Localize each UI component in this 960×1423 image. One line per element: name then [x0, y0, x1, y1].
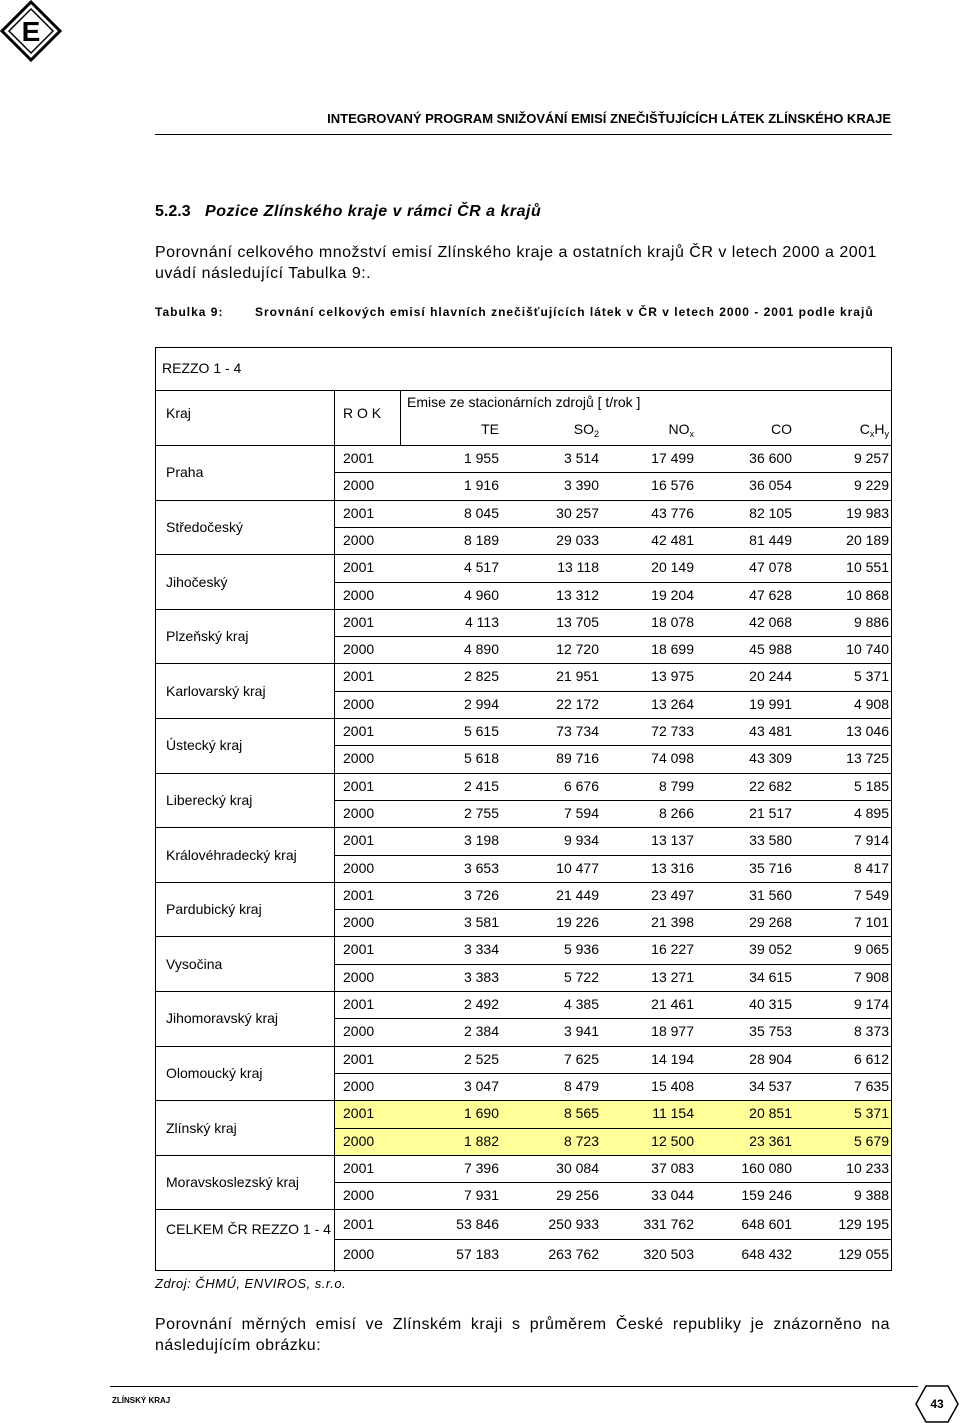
region-rule — [156, 445, 891, 446]
year-rule — [335, 1018, 891, 1019]
region-rule — [156, 500, 891, 501]
value-cell: 18 977 — [651, 1023, 694, 1040]
value-cell: 19 226 — [556, 914, 599, 931]
region-name: Moravskoslezský kraj — [166, 1174, 300, 1191]
year-cell: 2001 — [343, 996, 375, 1012]
value-cell: 3 334 — [463, 941, 499, 958]
value-cell: 35 716 — [749, 859, 792, 876]
value-cell: 13 975 — [651, 668, 694, 685]
value-cell: 29 256 — [556, 1187, 599, 1204]
value-cell: 9 229 — [853, 477, 889, 494]
value-cell: 2 525 — [463, 1050, 499, 1067]
value-cell: 47 628 — [749, 586, 792, 603]
value-cell: 8 799 — [658, 777, 694, 794]
value-cell: 8 723 — [563, 1132, 599, 1149]
year-rule — [335, 964, 891, 965]
region-name: Praha — [166, 464, 204, 481]
value-cell: 16 576 — [651, 477, 694, 494]
footer-rule — [110, 1386, 918, 1387]
year-rule — [335, 527, 891, 528]
value-cell: 29 268 — [749, 914, 792, 931]
region-rule — [156, 554, 891, 555]
value-cell: 21 517 — [749, 804, 792, 821]
value-cell: 39 052 — [749, 941, 792, 958]
value-cell: 3 514 — [563, 450, 599, 466]
year-cell: 2001 — [343, 832, 375, 849]
col-pollutant: $SO_2$ — [573, 421, 599, 439]
col-pollutant: $C_xH_y$ — [859, 421, 889, 439]
region-rule — [156, 773, 891, 774]
outro-paragraph: Porovnání měrných emisí ve Zlínském kraji s průměrem České republiky je znázorněno na následujícím obrázku: — [155, 1316, 890, 1354]
value-cell: 17 499 — [651, 450, 694, 466]
value-cell: 8 373 — [853, 1023, 889, 1040]
value-cell: 45 988 — [749, 641, 792, 658]
col-rok: R O K — [343, 405, 382, 421]
value-cell: 16 227 — [651, 941, 694, 958]
table-rule — [156, 390, 891, 391]
region-name: Karlovarský kraj — [166, 682, 266, 699]
section-number: 5.2.3 — [155, 203, 191, 220]
value-cell: 20 149 — [651, 559, 694, 576]
value-cell: 320 503 — [643, 1246, 694, 1263]
value-cell: 33 044 — [651, 1187, 694, 1204]
value-cell: 159 246 — [741, 1187, 792, 1204]
table-group-label: REZZO 1 - 4 — [162, 360, 242, 376]
year-cell: 2000 — [343, 1023, 375, 1040]
region-name: Liberecký kraj — [166, 791, 253, 808]
value-cell: 37 083 — [651, 1159, 694, 1176]
value-cell: 73 734 — [556, 723, 599, 739]
region-rule — [156, 1155, 891, 1156]
value-cell: 2 415 — [463, 777, 499, 794]
value-cell: 42 481 — [651, 531, 694, 548]
year-cell: 2000 — [343, 859, 375, 876]
year-cell: 2001 — [343, 668, 375, 685]
value-cell: 29 033 — [556, 531, 599, 548]
year-rule — [335, 472, 891, 473]
value-cell: 43 481 — [749, 723, 792, 739]
value-cell: 1 882 — [463, 1132, 499, 1149]
value-cell: 331 762 — [643, 1216, 694, 1233]
value-cell: 21 398 — [651, 914, 694, 931]
value-cell: 81 449 — [749, 531, 792, 548]
value-cell: 19 204 — [651, 586, 694, 603]
year-rule — [335, 1128, 891, 1129]
value-cell: 7 635 — [853, 1077, 889, 1094]
region-rule — [156, 718, 891, 719]
value-cell: 648 432 — [741, 1246, 792, 1263]
year-cell: 2000 — [343, 586, 375, 603]
value-cell: 74 098 — [651, 750, 694, 767]
value-cell: 43 776 — [651, 504, 694, 521]
table-caption — [155, 303, 890, 322]
year-rule — [335, 909, 891, 910]
value-cell: 8 565 — [563, 1105, 599, 1122]
value-cell: 13 264 — [651, 695, 694, 712]
enviros-logo — [0, 0, 62, 62]
value-cell: 19 991 — [749, 695, 792, 712]
value-cell: 250 933 — [548, 1216, 599, 1233]
value-cell: 129 195 — [838, 1216, 889, 1233]
value-cell: 4 908 — [853, 695, 889, 712]
year-cell: 2001 — [343, 1216, 375, 1233]
value-cell: 7 908 — [853, 968, 889, 985]
value-cell: 13 118 — [557, 559, 599, 576]
value-cell: 5 615 — [463, 723, 499, 739]
value-cell: 9 065 — [853, 941, 889, 958]
value-cell: 2 825 — [463, 668, 499, 685]
region-rule — [156, 609, 891, 610]
region-name: Jihočeský — [166, 573, 228, 590]
value-cell: 36 054 — [749, 477, 792, 494]
value-cell: 13 725 — [846, 750, 889, 767]
value-cell: 5 679 — [853, 1132, 889, 1149]
year-cell: 2000 — [343, 968, 375, 985]
value-cell: 8 479 — [563, 1077, 599, 1094]
value-cell: 20 189 — [846, 531, 889, 548]
value-cell: 36 600 — [749, 450, 792, 466]
region-rule — [156, 827, 891, 828]
value-cell: 3 941 — [563, 1023, 599, 1040]
value-cell: 3 726 — [463, 886, 499, 903]
region-name: Středočeský — [166, 518, 244, 535]
value-cell: 43 309 — [749, 750, 792, 767]
region-rule — [156, 936, 891, 937]
value-cell: 2 755 — [463, 804, 499, 821]
value-cell: 12 500 — [651, 1132, 694, 1149]
region-name: Jihomoravský kraj — [166, 1010, 279, 1027]
value-cell: 4 517 — [463, 559, 499, 576]
value-cell: 5 185 — [853, 777, 889, 794]
value-cell: 2 492 — [463, 996, 499, 1012]
value-cell: 1 916 — [463, 477, 499, 494]
value-cell: 9 886 — [853, 613, 889, 630]
header-rule — [155, 134, 892, 135]
value-cell: 9 934 — [563, 832, 599, 849]
value-cell: 8 045 — [463, 504, 499, 521]
year-cell: 2000 — [343, 477, 375, 494]
year-rule — [335, 636, 891, 637]
year-cell: 2001 — [343, 1050, 375, 1067]
page-number: 43 — [930, 1397, 944, 1411]
year-cell: 2001 — [343, 559, 375, 576]
region-name: Pardubický kraj — [166, 901, 262, 918]
value-cell: 5 371 — [853, 1105, 889, 1122]
value-cell: 20 851 — [749, 1105, 792, 1122]
value-cell: 5 722 — [563, 968, 599, 985]
region-name: CELKEM ČR REZZO 1 - 4 — [166, 1221, 331, 1238]
value-cell: 6 676 — [563, 777, 599, 794]
value-cell: 12 720 — [556, 641, 599, 658]
value-cell: 3 047 — [463, 1077, 499, 1094]
value-cell: 9 174 — [853, 996, 889, 1012]
value-cell: 9 388 — [853, 1187, 889, 1204]
value-cell: 648 601 — [741, 1216, 792, 1233]
region-rule — [156, 663, 891, 664]
value-cell: 57 183 — [456, 1246, 499, 1263]
value-cell: 8 417 — [853, 859, 889, 876]
year-cell: 2000 — [343, 804, 375, 821]
value-cell: 7 396 — [463, 1159, 499, 1176]
caption-label: Tabulka 9: — [155, 305, 224, 319]
year-cell: 2001 — [343, 1105, 375, 1122]
value-cell: 31 560 — [749, 886, 792, 903]
year-cell: 2000 — [343, 531, 375, 548]
value-cell: 30 084 — [556, 1159, 599, 1176]
value-cell: 13 705 — [556, 613, 599, 630]
value-cell: 10 477 — [556, 859, 599, 876]
value-cell: 20 244 — [749, 668, 792, 685]
value-cell: 263 762 — [548, 1246, 599, 1263]
value-cell: 4 895 — [853, 804, 889, 821]
value-cell: 2 384 — [463, 1023, 499, 1040]
value-cell: 40 315 — [749, 996, 792, 1012]
value-cell: 10 551 — [846, 559, 889, 576]
value-cell: 33 580 — [749, 832, 792, 849]
value-cell: 89 716 — [556, 750, 599, 767]
year-cell: 2000 — [343, 1077, 375, 1094]
value-cell: 160 080 — [741, 1159, 792, 1176]
value-cell: 15 408 — [651, 1077, 694, 1094]
value-cell: 18 699 — [651, 641, 694, 658]
value-cell: 10 740 — [846, 641, 889, 658]
caption-text: Srovnání celkových emisí hlavních znečišťujících látek v ČR v letech 2000 - 2001 podle krajů — [255, 305, 874, 319]
value-cell: 22 172 — [556, 695, 599, 712]
year-cell: 2000 — [343, 914, 375, 931]
year-cell: 2000 — [343, 1187, 375, 1204]
table-source: Zdroj: ČHMÚ, ENVIROS, s.r.o. — [155, 1276, 347, 1291]
value-cell: 5 371 — [853, 668, 889, 685]
year-cell: 2000 — [343, 1246, 375, 1263]
value-cell: 7 625 — [563, 1050, 599, 1067]
value-cell: 7 914 — [853, 832, 889, 849]
value-cell: 13 271 — [651, 968, 694, 985]
value-cell: 42 068 — [749, 613, 792, 630]
year-cell: 2001 — [343, 886, 375, 903]
value-cell: 1 690 — [463, 1105, 499, 1122]
value-cell: 13 046 — [846, 723, 889, 739]
value-cell: 14 194 — [651, 1050, 694, 1067]
region-name: Zlínský kraj — [166, 1119, 237, 1136]
year-rule — [335, 745, 891, 746]
section-title: Pozice Zlínského kraje v rámci ČR a krajů — [205, 203, 542, 220]
value-cell: 6 612 — [853, 1050, 889, 1067]
value-cell: 34 537 — [749, 1077, 792, 1094]
region-rule — [156, 1046, 891, 1047]
value-cell: 1 955 — [463, 450, 499, 466]
logo-letter: E — [21, 16, 41, 47]
year-rule — [335, 1239, 891, 1240]
value-cell: 7 549 — [853, 886, 889, 903]
emission-title: Emise ze stacionárních zdrojů [ t/rok ] — [407, 394, 641, 410]
region-name: Plzeňský kraj — [166, 628, 249, 645]
value-cell: 34 615 — [749, 968, 792, 985]
year-cell: 2000 — [343, 1132, 375, 1149]
region-name: Ústecký kraj — [166, 737, 243, 754]
value-cell: 4 385 — [563, 996, 599, 1012]
year-cell: 2000 — [343, 695, 375, 712]
value-cell: 7 594 — [563, 804, 599, 821]
value-cell: 4 113 — [465, 613, 499, 630]
year-cell: 2001 — [343, 777, 375, 794]
year-cell: 2001 — [343, 1159, 375, 1176]
col-pollutant: TE — [481, 421, 499, 437]
footer-region: ZLÍNSKÝ KRAJ — [112, 1396, 171, 1405]
region-name: Královéhradecký kraj — [166, 846, 297, 863]
year-cell: 2001 — [343, 941, 375, 958]
value-cell: 22 682 — [749, 777, 792, 794]
value-cell: 2 994 — [463, 695, 499, 712]
value-cell: 23 497 — [651, 886, 694, 903]
year-cell: 2001 — [343, 450, 375, 466]
section-heading — [155, 203, 541, 221]
value-cell: 3 581 — [463, 914, 499, 931]
value-cell: 3 653 — [463, 859, 499, 876]
value-cell: 19 983 — [846, 504, 889, 521]
value-cell: 82 105 — [749, 504, 792, 521]
intro-paragraph: Porovnání celkového množství emisí Zlínského kraje a ostatních krajů ČR v letech 2000 a 2001 uvádí následující Tabulka 9:. — [155, 244, 877, 282]
value-cell: 4 960 — [463, 586, 499, 603]
header-title: INTEGROVANÝ PROGRAM SNIŽOVÁNÍ EMISÍ ZNEČIŠŤUJÍCÍCH LÁTEK ZLÍNSKÉHO KRAJE — [327, 111, 891, 126]
value-cell: 3 198 — [463, 832, 499, 849]
region-name: Vysočina — [166, 955, 223, 972]
value-cell: 21 461 — [651, 996, 694, 1012]
col-kraj: Kraj — [166, 405, 191, 421]
region-rule — [156, 1100, 891, 1101]
year-rule — [335, 855, 891, 856]
year-rule — [335, 691, 891, 692]
year-cell: 2001 — [343, 504, 375, 521]
year-rule — [335, 1182, 891, 1183]
year-rule — [335, 800, 891, 801]
value-cell: 129 055 — [838, 1246, 889, 1263]
value-cell: 28 904 — [749, 1050, 792, 1067]
value-cell: 21 449 — [556, 886, 599, 903]
value-cell: 72 733 — [651, 723, 694, 739]
emissions-table — [155, 347, 892, 1271]
year-rule — [335, 582, 891, 583]
value-cell: 47 078 — [749, 559, 792, 576]
value-cell: 35 753 — [749, 1023, 792, 1040]
region-rule — [156, 882, 891, 883]
year-cell: 2001 — [343, 613, 375, 630]
value-cell: 9 257 — [853, 450, 889, 466]
col-pollutant: CO — [771, 421, 792, 437]
value-cell: 8 189 — [463, 531, 499, 548]
region-rule — [156, 1209, 891, 1210]
region-rule — [156, 991, 891, 992]
value-cell: 21 951 — [556, 668, 599, 685]
value-cell: 13 137 — [651, 832, 694, 849]
year-cell: 2000 — [343, 641, 375, 658]
value-cell: 5 618 — [463, 750, 499, 767]
value-cell: 30 257 — [556, 504, 599, 521]
value-cell: 7 931 — [463, 1187, 499, 1204]
year-rule — [335, 1073, 891, 1074]
value-cell: 3 383 — [463, 968, 499, 985]
region-name: Olomoucký kraj — [166, 1064, 263, 1081]
value-cell: 10 233 — [846, 1159, 889, 1176]
value-cell: 18 078 — [651, 613, 694, 630]
value-cell: 10 868 — [846, 586, 889, 603]
value-cell: 7 101 — [853, 914, 889, 931]
value-cell: 23 361 — [749, 1132, 792, 1149]
value-cell: 3 390 — [563, 477, 599, 494]
year-cell: 2001 — [343, 723, 375, 739]
value-cell: 13 312 — [556, 586, 599, 603]
col-pollutant: $NO_x$ — [668, 421, 694, 439]
value-cell: 53 846 — [456, 1216, 499, 1233]
year-cell: 2000 — [343, 750, 375, 767]
value-cell: 11 154 — [652, 1105, 694, 1122]
value-cell: 8 266 — [658, 804, 694, 821]
value-cell: 5 936 — [563, 941, 599, 958]
value-cell: 4 890 — [463, 641, 499, 658]
col-divider — [400, 390, 401, 445]
value-cell: 13 316 — [651, 859, 694, 876]
